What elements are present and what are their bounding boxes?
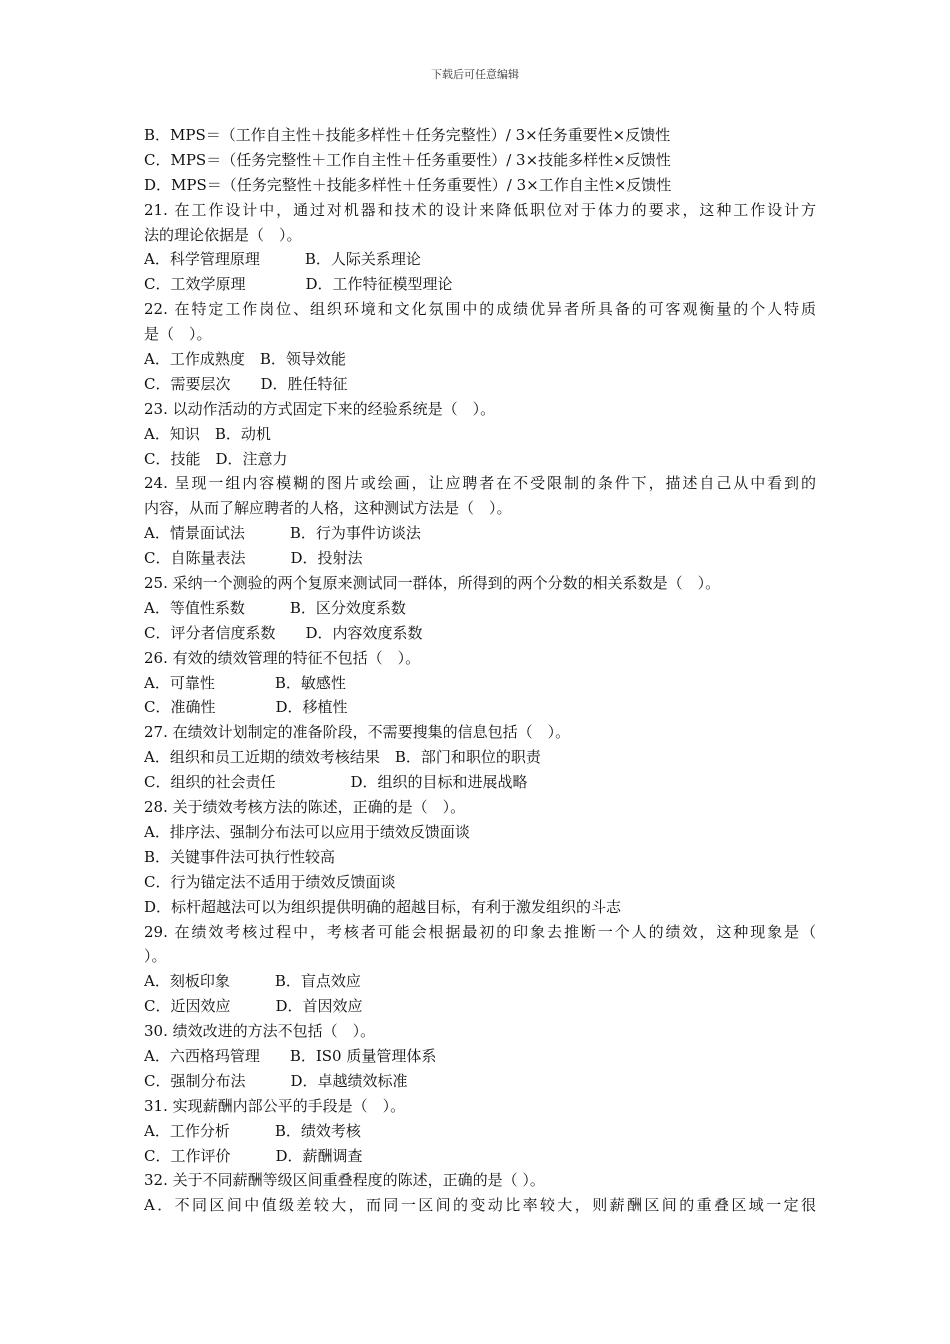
option-line: A．等值性系数 B．区分效度系数 — [144, 598, 406, 617]
option-line: A．刻板印象 B．盲点效应 — [144, 972, 361, 991]
option-line: B．关键事件法可执行性较高 — [144, 847, 336, 866]
option-line: A．可靠性 B．敏感性 — [144, 673, 346, 692]
question-30-stem: 30. 绩效改进的方法不包括（ ）。 — [144, 1022, 376, 1041]
text-line: D．MPS＝（任务完整性＋技能多样性＋任务重要性）/ 3×工作自主性×反馈性 — [144, 175, 672, 194]
question-29-stem: 29. 在绩效考核过程中，考核者可能会根据最初的印象去推断一个人的绩效，这种现象是（ — [144, 922, 816, 941]
option-line: A．组织和员工近期的绩效考核结果 B．部门和职位的职责 — [144, 748, 541, 767]
text-line: 是（ ）。 — [144, 325, 212, 344]
option-line: C．强制分布法 D．卓越绩效标准 — [144, 1071, 408, 1090]
option-line: D．标杆超越法可以为组织提供明确的超越目标，有利于激发组织的斗志 — [144, 897, 622, 916]
text-line: B．MPS＝（工作自主性＋技能多样性＋任务完整性）/ 3×任务重要性×反馈性 — [144, 126, 671, 144]
question-28-stem: 28. 关于绩效考核方法的陈述，正确的是（ ）。 — [144, 798, 466, 817]
question-24-stem: 24. 呈现一组内容模糊的图片或绘画，让应聘者在不受限制的条件下，描述自己从中看到的 — [144, 474, 816, 493]
question-22-stem: 22. 在特定工作岗位、组织环境和文化氛围中的成绩优异者所具备的可客观衡量的个人特质 — [144, 300, 816, 319]
option-line: C．组织的社会责任 D．组织的目标和进展战略 — [144, 773, 528, 792]
option-line: A．知识 B．动机 — [144, 424, 271, 443]
option-line: C．工效学原理 D．工作特征模型理论 — [144, 275, 453, 294]
text-line: 法的理论依据是（ ）。 — [144, 225, 302, 244]
option-line: C．评分者信度系数 D．内容效度系数 — [144, 623, 423, 642]
option-line: A．六西格玛管理 B．IS0 质量管理体系 — [144, 1046, 437, 1065]
page-header: 下载后可任意编辑 — [431, 68, 519, 81]
question-32-stem: 32. 关于不同薪酬等级区间重叠程度的陈述，正确的是（ ）。 — [144, 1171, 545, 1190]
option-line: A．情景面试法 B．行为事件访谈法 — [144, 524, 421, 543]
text-line: ）。 — [144, 947, 167, 966]
text-line: C．MPS＝（任务完整性＋工作自主性＋任务重要性）/ 3×技能多样性×反馈性 — [144, 150, 671, 169]
option-line: A．科学管理原理 B．人际关系理论 — [144, 250, 421, 269]
option-line: C．准确性 D．移植性 — [144, 698, 348, 717]
option-line: C．工作评价 D．薪酬调查 — [144, 1146, 363, 1165]
question-23-stem: 23. 以动作活动的方式固定下来的经验系统是（ ）。 — [144, 399, 496, 418]
option-line: A．不同区间中值级差较大，而同一区间的变动比率较大，则薪酬区间的重叠区域一定很 — [144, 1196, 816, 1215]
option-line: C．技能 D．注意力 — [144, 449, 288, 468]
option-line: C．近因效应 D．首因效应 — [144, 997, 363, 1016]
question-25-stem: 25. 采纳一个测验的两个复原来测试同一群体，所得到的两个分数的相关系数是（ ）。 — [144, 574, 721, 593]
option-line: A．工作分析 B．绩效考核 — [144, 1121, 361, 1140]
question-26-stem: 26. 有效的绩效管理的特征不包括（ ）。 — [144, 648, 421, 667]
question-27-stem: 27. 在绩效计划制定的准备阶段，不需要搜集的信息包括（ ）。 — [144, 723, 571, 742]
option-line: A．排序法、强制分布法可以应用于绩效反馈面谈 — [144, 822, 470, 841]
option-line: C．需要层次 D．胜任特征 — [144, 374, 348, 393]
question-31-stem: 31. 实现薪酬内部公平的手段是（ ）。 — [144, 1096, 406, 1115]
document-body — [144, 123, 816, 1218]
option-line: A．工作成熟度 B．领导效能 — [144, 350, 346, 369]
question-21-stem: 21. 在工作设计中，通过对机器和技术的设计来降低职位对于体力的要求，这种工作设计方 — [144, 200, 816, 219]
option-line: C．自陈量表法 D．投射法 — [144, 549, 363, 568]
text-line: 内容，从而了解应聘者的人格，这种测试方法是（ ）。 — [144, 499, 512, 518]
option-line: C．行为锚定法不适用于绩效反馈面谈 — [144, 872, 396, 891]
